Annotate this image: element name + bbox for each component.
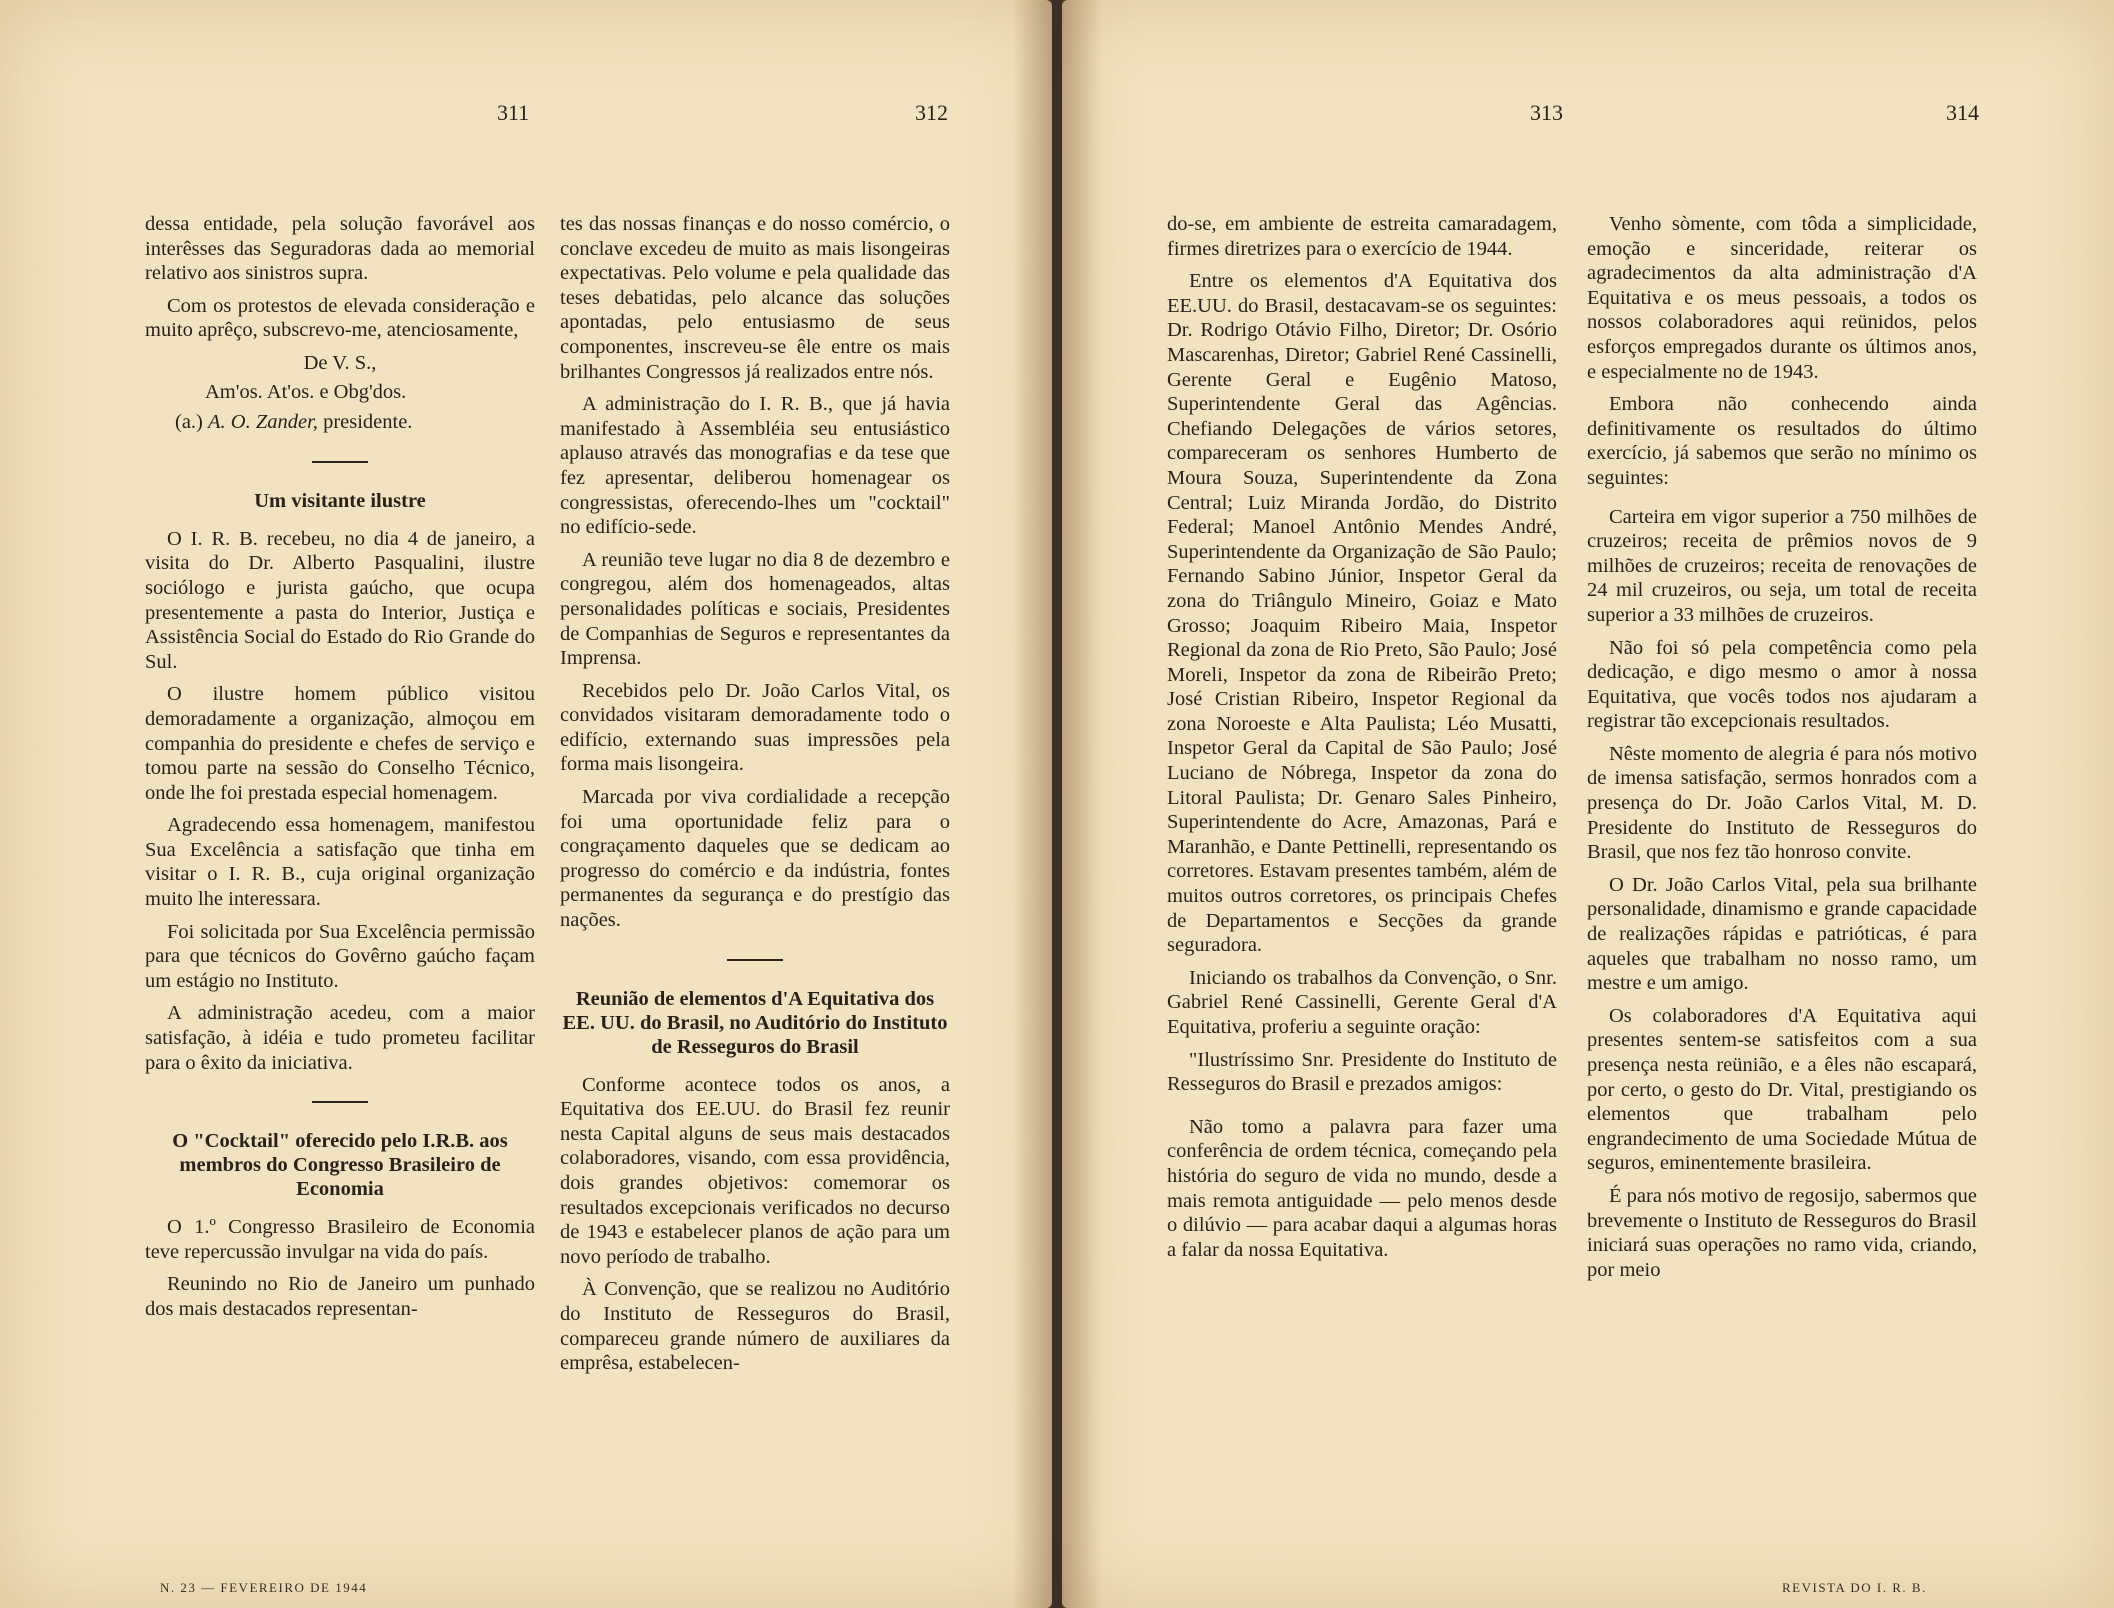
paragraph: tes das nossas finanças e do nosso comércio, o conclave excedeu de muito as mais lisongeiras expectativas. Pelo volume e pela qualidade das teses debatidas, pelo alcance das soluções apontadas, pelo entusiasmo de seus componentes, inscreveu-se êle entre os mais brilhantes Congressos já realizados entre nós.: [560, 213, 950, 383]
section-divider: [312, 1101, 368, 1103]
paragraph: O ilustre homem público visitou demoradamente a organização, almoçou em companhia do presidente e chefes de serviço e tomou parte na sessão do Conselho Técnico, onde lhe foi prestada especial homenagem.: [145, 683, 535, 804]
paragraph: Não tomo a palavra para fazer uma conferência de ordem técnica, começando pela história do seguro de vida no mundo, desde a mais remota antiguidade — pelo menos desde o dilúvio — para acabar daqui a algumas horas a falar da nossa Equitativa.: [1167, 1115, 1557, 1261]
closing-line: Am'os. At'os. e Obg'dos.: [205, 380, 407, 403]
section-divider: [312, 461, 368, 463]
paragraph: Foi solicitada por Sua Excelência permissão para que técnicos do Govêrno gaúcho façam um estágio no Instituto.: [145, 920, 535, 992]
paragraph: Agradecendo essa homenagem, manifestou Sua Excelência a satisfação que tinha em visitar o I. R. B., cuja original organização muito lhe interessara.: [145, 814, 535, 911]
paragraph: Não foi só pela competência como pela dedicação, e digo mesmo o amor à nossa Equitativa, que vocês todos nos ajudaram a registrar tão excepcionais resultados.: [1587, 636, 1977, 733]
paragraph: Os colaboradores d'A Equitativa aqui presentes sentem-se satisfeitos com a sua presença nesta reünião, e a êles não escapará, por certo, o gesto do Dr. Vital, prestigiando os elementos que trabalham pelo engrandecimento de uma Sociedade Mútua de seguros, eminentemente brasileira.: [1587, 1004, 1977, 1175]
paragraph: À Convenção, que se realizou no Auditório do Instituto de Resseguros do Brasil, compareceu grande número de auxiliares da emprêsa, estabelecen-: [560, 1278, 950, 1375]
footer-issue: N. 23 — FEVEREIRO DE 1944: [160, 1580, 368, 1595]
paragraph: Marcada por viva cordialidade a recepção foi uma oportunidade feliz para o congraçamento daqueles que se dedicam ao progresso do comércio e da indústria, fontes permanentes da segurança e do prestígio das nações.: [560, 786, 950, 932]
paragraph: Com os protestos de elevada consideração e muito aprêço, subscrevo-me, atenciosamente,: [145, 294, 535, 342]
paragraph: O I. R. B. recebeu, no dia 4 de janeiro, a visita do Dr. Alberto Pasqualini, ilustre sociólogo e jurista gaúcho, que ocupa presentemente a pasta do Interior, Justiça e Assistência Social do Estado do Rio Grande do Sul.: [145, 527, 535, 673]
left-page: [0, 0, 1052, 1608]
section-heading: Reunião de elementos d'A Equitativa dos EE. UU. do Brasil, no Auditório do Instituto de Resseguros do Brasil: [562, 987, 948, 1058]
column-4: [1587, 212, 1977, 1290]
paragraph: Embora não conhecendo ainda definitivamente os resultados do último exercício, já sabemos que serão no mínimo os seguintes:: [1587, 393, 1977, 489]
paragraph: É para nós motivo de regosijo, sabermos que brevemente o Instituto de Resseguros do Brasil iniciará suas operações no ramo vida, criando, por meio: [1587, 1184, 1977, 1281]
signature-prefix: (a.): [175, 411, 209, 434]
paragraph: Conforme acontece todos os anos, a Equitativa dos EE.UU. do Brasil fez reunir nesta Capital alguns de seus mais destacados colaboradores, visando, com essa providência, dois grandes objetivos: comemorar os resultados excepcionais verificados no decurso de 1943 e estabelecer planos de ação para um novo período de trabalho.: [560, 1073, 950, 1268]
paragraph: do-se, em ambiente de estreita camaradagem, firmes diretrizes para o exercício de 1944.: [1167, 213, 1557, 260]
page-number-312: 312: [915, 100, 948, 125]
page-number-311: 311: [497, 100, 530, 125]
gutter-shadow: [1062, 0, 1102, 1608]
paragraph: Reunindo no Rio de Janeiro um punhado dos mais destacados representan-: [145, 1273, 535, 1320]
paragraph: A administração acedeu, com a maior satisfação, à idéia e tudo prometeu facilitar para o êxito da iniciativa.: [145, 1002, 535, 1074]
paragraph: "Ilustríssimo Snr. Presidente do Instituto de Resseguros do Brasil e prezados amigos:: [1167, 1048, 1557, 1096]
paragraph: Carteira em vigor superior a 750 milhões de cruzeiros; receita de prêmios novos de 9 milhões de cruzeiros; receita de renovações de 24 mil cruzeiros, ou seja, um total de receita superior a 33 milhões de cruzeiros.: [1587, 505, 1977, 626]
right-page: [1062, 0, 2114, 1608]
paragraph: Recebidos pelo Dr. João Carlos Vital, os convidados visitaram demoradamente todo o edifício, externando suas impressões pela forma mais lisongeira.: [560, 679, 950, 776]
column-2: [560, 212, 950, 1384]
column-1: [145, 212, 535, 1330]
paragraph: Entre os elementos d'A Equitativa dos EE.UU. do Brasil, destacavam-se os seguintes: Dr. Rodrigo Otávio Filho, Diretor; Dr. Osório Mascarenhas, Diretor; Gabriel René Cassinelli, Gerente Geral e Eugênio Matoso, Superintendente Geral das Agências. Chefiando Delegações de vários setores, compareceram os senhores Humberto de Moura Souza, Superintendente da Zona Central; Luiz Miranda Jordão, do Distrito Federal; Manoel Antônio Mendes André, Superintendente da Organização de São Paulo; Fernando Sabino Júnior, Inspetor Geral da zona do Triângulo Mineiro, Goiaz e Mato Grosso; Joaquim Ribeiro Maia, Inspetor Regional da zona de Rio Preto, São Paulo; José Moreli, Inspetor da zona de Ribeirão Preto; José Cristian Ribeiro, Inspetor Regional da zona Noroeste e Alta Paulista; Léo Musatti, Inspetor Geral da Capital de São Paulo; José Luciano de Nóbrega, Inspetor da zona do Litoral Paulista; Dr. Genaro Sales Pinheiro, Superintendente do Acre, Amazonas, Pará e Maranhão, e Dante Pettinelli, representando os corretores. Estavam presentes também, além de muitos outros corretores, os principais Chefes de Departamentos e Secções da grande seguradora.: [1167, 270, 1557, 957]
paragraph: Venho sòmente, com tôda a simplicidade, emoção e sinceridade, reiterar os agradecimentos da alta administração d'A Equitativa e os meus pessoais, a todos os nossos colaboradores aqui reünidos, pelos esforços empregados durante os últimos anos, e especialmente no de 1943.: [1587, 213, 1977, 383]
paragraph: Nêste momento de alegria é para nós motivo de imensa satisfação, sermos honrados com a presença do Dr. João Carlos Vital, M. D. Presidente do Instituto de Resseguros do Brasil, que nos fez tão honroso convite.: [1587, 742, 1977, 864]
paragraph: O Dr. João Carlos Vital, pela sua brilhante personalidade, dinamismo e grande capacidade de realizações rápidas e patrióticas, é para aqueles que trabalham no nosso ramo, um mestre e um amigo.: [1587, 873, 1977, 995]
column-3: [1167, 212, 1557, 1270]
section-heading: Um visitante ilustre: [254, 489, 426, 512]
paragraph: A reunião teve lugar no dia 8 de dezembro e congregou, além dos homenageados, altas personalidades políticas e sociais, Presidentes de Companhias de Seguros e representantes da Imprensa.: [560, 548, 950, 670]
gutter-shadow: [1012, 0, 1052, 1608]
closing-line: De V. S.,: [303, 351, 377, 374]
page-number-313: 313: [1530, 100, 1563, 125]
paragraph: dessa entidade, pela solução favorável aos interêsses das Seguradoras dada ao memorial relativo aos sinistros supra.: [145, 213, 535, 285]
paragraph: A administração do I. R. B., que já havia manifestado à Assembléia seu entusiástico aplauso através das monografias e da tese que fez apresentar, deliberou homenagear os congressistas, oferecendo-lhes um "cocktail" no edifício-sede.: [560, 393, 950, 539]
paragraph: O 1.º Congresso Brasileiro de Economia teve repercussão invulgar na vida do país.: [145, 1216, 535, 1263]
signature-name: A. O. Zander,: [208, 411, 318, 434]
signature-line: [145, 410, 535, 435]
signature-suffix: presidente.: [317, 411, 413, 434]
paragraph: Iniciando os trabalhos da Convenção, o Snr. Gabriel René Cassinelli, Gerente Geral d'A Equitativa, proferiu a seguinte oração:: [1167, 966, 1557, 1038]
footer-journal: REVISTA DO I. R. B.: [1782, 1580, 1927, 1595]
section-heading: O "Cocktail" oferecido pelo I.R.B. aos membros do Congresso Brasileiro de Economia: [172, 1130, 508, 1201]
page-number-314: 314: [1946, 100, 1979, 125]
section-divider: [727, 959, 783, 961]
